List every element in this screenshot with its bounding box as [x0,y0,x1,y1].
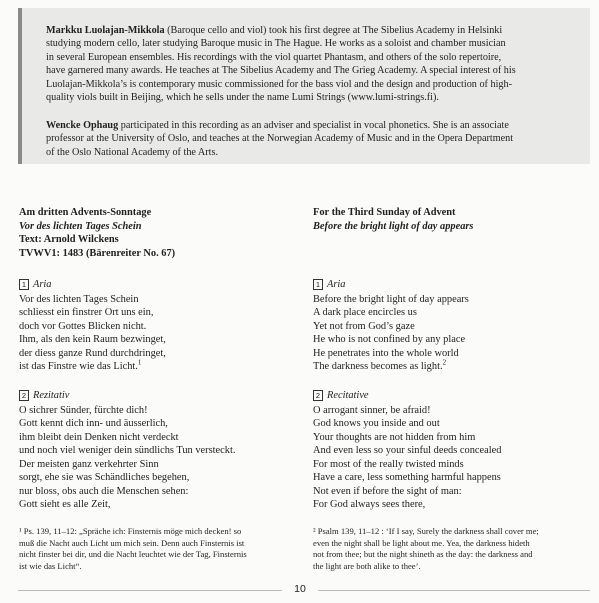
right-recitative [313,389,593,512]
bio-luolajan-mikkola [46,24,584,104]
left-heading-catalogue: TVWV1: 1483 (Bärenreiter No. 67) [19,247,176,259]
verse-line: O sichrer Sünder, fürchte dich! [19,404,148,416]
verse-line: nur bloss, obs auch die Menschen sehen: [19,485,189,497]
movement-number-box: 2 [313,390,323,401]
right-aria-text [313,293,593,374]
left-recit-marker [19,389,297,403]
footnote-line: ¹ Ps. 139, 11–12: „Spräche ich: Finsternis möge mich decken! so [19,526,242,536]
left-aria-label: Aria [33,279,52,290]
verse-line: Gott kennt dich inn- und äusserlich, [19,418,168,429]
bio-line: professor at the University of Oslo, and teaches at the Norwegian Academy of Music and in the Opera Department [46,133,514,145]
footnote-line: not from thee; but the night shineth as the day: the darkness and [313,549,533,560]
bio-name: Wencke Ophaug [46,120,119,131]
left-footnote [19,526,299,572]
right-recit-text [313,404,593,512]
footnote-line: nicht finster bei dir, und die Nacht leuchtet wie der Tag, Finsternis [19,549,247,560]
left-heading-title: Vor des lichten Tages Schein [19,220,142,232]
verse-line: He who is not confined by any place [313,334,466,345]
footnote-line: ² Psalm 139, 11–12 : ‘If I say, Surely the darkness shall cover me; [313,526,539,536]
footnote-line: the light are both alike to thee’. [313,560,421,571]
footnote-line: muß die Nacht auch Licht um mich sein. Denn auch Finsternis ist [19,537,245,548]
left-heading-text-author: Text: Arnold Wilckens [19,234,119,245]
right-recit-label: Recitative [327,390,369,401]
left-aria-text [19,293,297,374]
verse-line: Yet not from God’s gaze [313,320,415,332]
footer-rule-left [18,590,282,591]
verse-line: God knows you inside and out [313,418,440,429]
bio-ophaug [46,119,584,159]
verse-line: Gott sieht es alle Zeit, [19,499,111,510]
verse-line: ist das Finstre wie das Licht. [19,361,138,372]
verse-line: O arrogant sinner, be afraid! [313,404,431,416]
bio-line: have garnered many awards. He teaches at The Sibelius Academy and The Grieg Academy. A special interest of his [46,65,516,77]
verse-line: And even less so your sinful deeds concealed [313,445,502,456]
bio-name: Markku Luolajan-Mikkola [46,25,165,36]
verse-line-with-footnote [19,360,297,374]
verse-line: sorgt, ehe sie was Schändliches begehen, [19,472,190,483]
right-footnote [313,526,593,572]
movement-number-box: 1 [313,279,323,290]
right-aria-label: Aria [327,279,346,290]
bio-line: in several European ensembles. His recordings with the viol quartet Phantasm, and others of the solo repertoire, [46,51,502,63]
verse-line: und noch viel weniger dein sündlichs Tun versteckt. [19,445,236,456]
right-aria [313,278,593,374]
movement-number-box: 1 [19,279,29,290]
left-recitative [19,389,297,512]
verse-line-with-footnote [313,360,593,374]
left-aria [19,278,297,374]
left-aria-marker [19,278,297,292]
verse-line: schliesst ein finstrer Ort uns ein, [19,307,154,318]
bio-line: of the Oslo National Academy of the Arts. [46,146,219,158]
right-heading-sunday: For the Third Sunday of Advent [313,207,456,218]
verse-line: The darkness becomes as light. [313,361,443,372]
left-column-heading [19,206,297,260]
left-recit-text [19,404,297,512]
bio-line: quality viols built in Beijing, which he sells under the name Lumi Strings (www.lumi-strings.fi). [46,92,439,104]
bio-line: Luolajan-Mikkola’s is contemporary music commissioned for the bass viol and the design and production of high- [46,78,512,90]
footnote-marker: 2 [442,358,447,367]
verse-line: Not even if before the sight of man: [313,485,462,497]
right-column-heading [313,206,593,233]
verse-line: A dark place encircles us [313,307,417,318]
footnote-line: ist wie das Licht“. [19,560,82,571]
footnote-marker: 1 [137,358,142,367]
right-recit-marker [313,389,593,403]
verse-line: der diess ganze Rund durchdringet, [19,347,166,359]
verse-line: Have a care, less something harmful happens [313,472,501,483]
panel-accent-bar [18,8,22,164]
verse-line: For God always sees there, [313,499,426,510]
right-aria-marker [313,278,593,292]
footnote-line: even the night shall be light about me. Yea, the darkness hideth [313,537,530,548]
verse-line: Der meisten ganz verkehrter Sinn [19,458,159,470]
verse-line: ihm bleibt dein Denken nicht verdeckt [19,431,179,443]
footer-rule-right [318,590,590,591]
left-recit-label: Rezitativ [33,390,70,401]
left-heading-sunday: Am dritten Advents-Sonntage [19,207,152,218]
bio-line: (Baroque cello and viol) took his first degree at The Sibelius Academy in Helsinki [164,25,503,36]
verse-line: For most of the really twisted minds [313,458,464,470]
page-number: 10 [294,583,306,595]
bio-line: participated in this recording as an adviser and specialist in vocal phonetics. She is an associate [118,120,509,131]
verse-line: Ihm, als den kein Raum bezwinget, [19,334,166,345]
verse-line: Your thoughts are not hidden from him [313,431,476,443]
verse-line: He penetrates into the whole world [313,347,459,359]
verse-line: Before the bright light of day appears [313,293,469,305]
verse-line: doch vor Gottes Blicken nicht. [19,320,147,332]
right-heading-title: Before the bright light of day appears [313,220,474,232]
verse-line: Vor des lichten Tages Schein [19,293,139,305]
movement-number-box: 2 [19,390,29,401]
bio-line: studying modern cello, later studying Baroque music in The Hague. He works as a soloist and chamber musician [46,38,506,50]
